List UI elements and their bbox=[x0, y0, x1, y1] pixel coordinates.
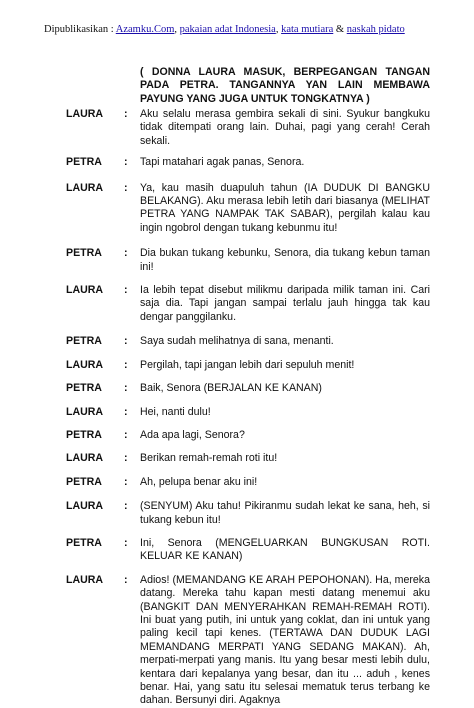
speaker-colon: : bbox=[124, 382, 128, 395]
dialogue-line: Tapi matahari agak panas, Senora. bbox=[140, 156, 305, 169]
dialogue-line: Pergilah, tapi jangan lebih dari sepuluh menit! bbox=[140, 358, 355, 371]
speaker-colon: : bbox=[124, 475, 128, 488]
dialogue-line: Berikan remah-remah roti itu! bbox=[140, 452, 278, 465]
speaker-colon: : bbox=[124, 335, 128, 348]
dialogue-row bbox=[66, 335, 430, 348]
dialogue-row bbox=[66, 108, 430, 148]
dialogue-row bbox=[66, 429, 430, 442]
speaker-colon: : bbox=[124, 284, 128, 297]
speaker-name: LAURA bbox=[66, 358, 104, 371]
dialogue-line: Dia bukan tukang kebunku, Senora, dia tukang kebun taman ini! bbox=[140, 247, 430, 273]
dialogue-row bbox=[66, 537, 430, 564]
speaker-name: PETRA bbox=[66, 156, 102, 169]
dialogue-row bbox=[66, 500, 430, 527]
speaker-colon: : bbox=[124, 405, 128, 418]
dialogue-line: Saya sudah melihatnya di sana, menanti. bbox=[140, 335, 334, 348]
speaker-name: LAURA bbox=[66, 108, 104, 120]
dialogue-row bbox=[66, 247, 430, 274]
dialogue-line: Ah, pelupa benar aku ini! bbox=[140, 475, 258, 488]
dialogue-row bbox=[66, 359, 430, 372]
speaker-colon: : bbox=[124, 156, 128, 169]
link-kata-mutiara[interactable]: kata mutiara bbox=[281, 24, 334, 35]
dialogue-line: Aku selalu merasa gembira sekali di sini. Syukur bangkuku tidak ditempati orang lain. Duhai, pagi yang cerah! Cerah sekali. bbox=[140, 108, 430, 147]
dialogue-row bbox=[66, 476, 430, 489]
dialogue-line: Adios! (MEMANDANG KE ARAH PEPOHONAN). Ha, mereka datang. Mereka tahu kapan mesti datang menemui aku (BANGKIT DAN MENYERAHKAN REMAH-REMAH ROTI). Ini buat yang putih, ini untuk yang coklat, dan ini untuk yang paling kecil tapi kenes. (TERTAWA DAN DUDUK LAGI MEMANDANG MERPATI YANG SEDANG MAKAN). Ah, merpati-merpati yang manis. Itu yang besar mesti lebih dulu, kentara dari kepalanya yang besar, dan itu ... aduh , kenes benar. Hai, yang satu itu selesai mematuk terus terbang ke dahan. Bersunyi diri. Agaknya bbox=[140, 573, 430, 707]
dialogue-row bbox=[66, 284, 430, 324]
dialogue-row bbox=[66, 406, 430, 419]
speaker-colon: : bbox=[124, 428, 128, 441]
speaker-name: PETRA bbox=[66, 536, 102, 549]
speaker-name: LAURA bbox=[66, 573, 104, 586]
speaker-name: LAURA bbox=[66, 284, 104, 297]
dialogue-line: Hei, nanti dulu! bbox=[140, 405, 211, 418]
dialogue-line: Ada apa lagi, Senora? bbox=[140, 428, 245, 441]
speaker-name: LAURA bbox=[66, 500, 104, 513]
dialogue-line: Ini, Senora (MENGELUARKAN BUNGKUSAN ROTI. KELUAR KE KANAN) bbox=[140, 536, 430, 563]
dialogue-line: Ia lebih tepat disebut milikmu daripada milik taman ini. Cari saja dia. Tapi jangan sampai terlalu jauh hingga tak kau dengar panggilanku. bbox=[140, 284, 430, 323]
speaker-colon: : bbox=[124, 108, 128, 120]
speaker-colon: : bbox=[124, 573, 128, 586]
dialogue-row bbox=[66, 382, 430, 395]
publication-header bbox=[44, 24, 405, 35]
speaker-name: PETRA bbox=[66, 247, 102, 260]
speaker-name: PETRA bbox=[66, 428, 102, 441]
stage-direction: ( DONNA LAURA MASUK, BERPEGANGAN TANGAN PADA PETRA. TANGANNYA YAN LAIN MEMBAWA PAYUNG YANG JUGA UNTUK TONGKATNYA ) bbox=[140, 66, 430, 105]
header-separator: , bbox=[275, 24, 282, 35]
dialogue-line: Ya, kau masih duapuluh tahun (IA DUDUK DI BANGKU BELAKANG). Aku merasa lebih letih dari biasanya (MELIHAT PETRA YANG NAMPAK TAK SABAR), pergilah kalau kau ingin ngobrol dengan tukang kebunmu itu! bbox=[140, 181, 430, 234]
speaker-colon: : bbox=[124, 536, 128, 549]
speaker-colon: : bbox=[124, 181, 128, 194]
dialogue-line: Baik, Senora (BERJALAN KE KANAN) bbox=[140, 382, 322, 395]
speaker-name: PETRA bbox=[66, 382, 102, 395]
speaker-colon: : bbox=[124, 358, 128, 371]
dialogue-row bbox=[66, 574, 430, 708]
speaker-name: LAURA bbox=[66, 452, 104, 465]
link-pakaian-adat[interactable]: pakaian adat Indonesia bbox=[179, 24, 276, 35]
speaker-name: LAURA bbox=[66, 181, 104, 194]
dialogue-line: (SENYUM) Aku tahu! Pikiranmu sudah lekat ke sana, heh, si tukang kebun itu! bbox=[140, 500, 430, 526]
dialogue-row bbox=[66, 156, 430, 169]
dialogue-row bbox=[66, 182, 430, 236]
speaker-colon: : bbox=[124, 247, 128, 260]
dialogue-row bbox=[66, 452, 430, 465]
dialogue-list bbox=[66, 108, 430, 708]
speaker-name: PETRA bbox=[66, 335, 102, 348]
speaker-colon: : bbox=[124, 500, 128, 513]
header-prefix: Dipublikasikan : bbox=[44, 24, 116, 35]
speaker-name: LAURA bbox=[66, 405, 104, 418]
speaker-name: PETRA bbox=[66, 475, 102, 488]
link-azamku[interactable]: Azamku.Com bbox=[115, 24, 175, 35]
link-naskah-pidato[interactable]: naskah pidato bbox=[346, 24, 405, 35]
header-separator: , bbox=[174, 24, 180, 35]
speaker-colon: : bbox=[124, 452, 128, 465]
header-separator: & bbox=[333, 24, 347, 35]
